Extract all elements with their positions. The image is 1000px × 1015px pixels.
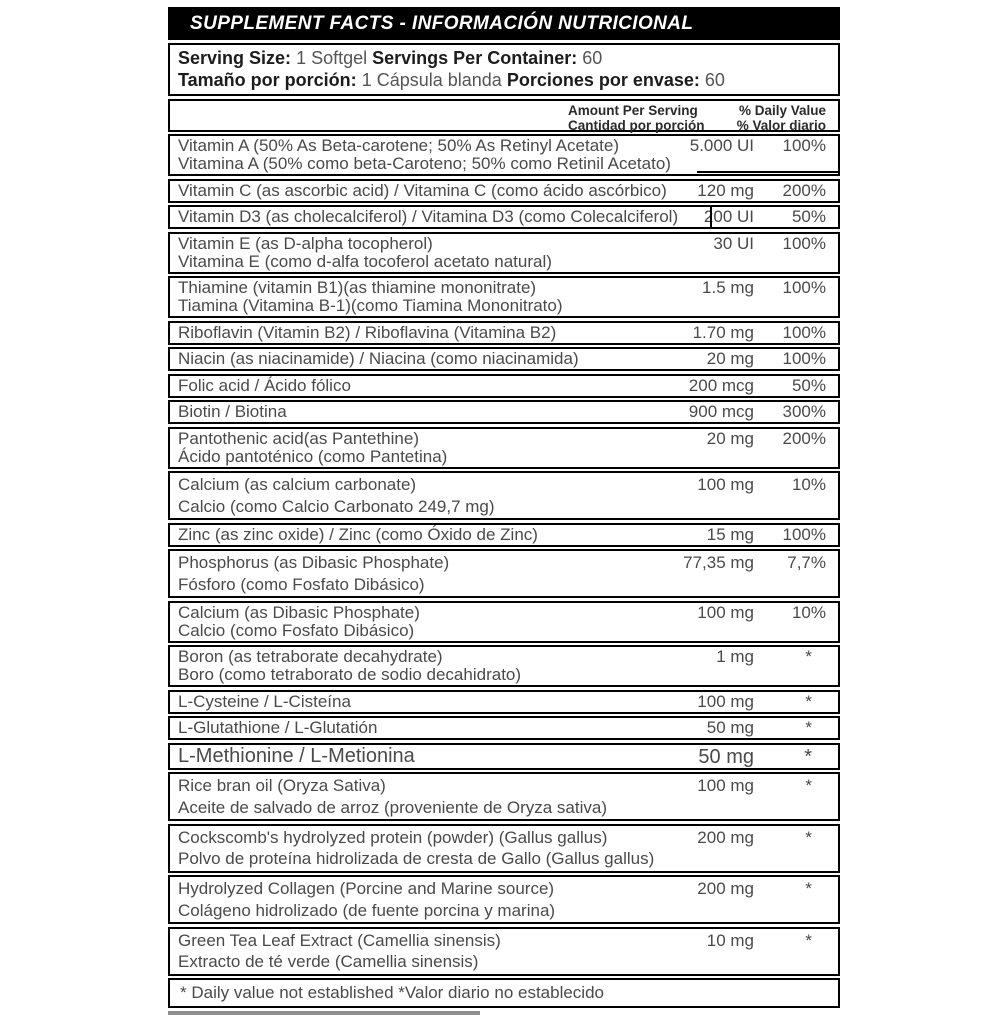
amount-header-es: Cantidad por porción bbox=[568, 117, 705, 133]
ingredient-amount: 50 mg bbox=[706, 718, 754, 737]
serving-info bbox=[168, 43, 840, 96]
table-row bbox=[168, 347, 840, 371]
serving-size-label-es: Tamaño por porción: bbox=[178, 70, 357, 90]
ingredient-amount: 200 mg bbox=[697, 879, 754, 898]
ingredient-name-en: Hydrolyzed Collagen (Porcine and Marine source) bbox=[178, 879, 555, 898]
ingredient-name-en: Phosphorus (as Dibasic Phosphate) bbox=[178, 553, 450, 572]
ingredient-daily-value: 100% bbox=[782, 233, 826, 253]
ingredient-name-en: Green Tea Leaf Extract (Camellia sinensis) bbox=[178, 930, 501, 950]
ingredient-name-es: Calcio (como Fosfato Dibásico) bbox=[178, 620, 415, 640]
ingredient-amount: 100 mg bbox=[697, 475, 754, 494]
ingredient-name-en: Vitamin C (as ascorbic acid) / Vitamina C (como ácido ascórbico) bbox=[178, 180, 667, 200]
amount-header-en: Amount Per Serving bbox=[568, 102, 698, 118]
ingredient-daily-value: 50% bbox=[791, 375, 826, 395]
ingredient-amount: 10 mg bbox=[706, 930, 754, 950]
ingredient-amount: 100 mg bbox=[697, 776, 754, 795]
ingredient-daily-value: 50% bbox=[791, 207, 826, 226]
ingredient-name-es: Calcio (como Calcio Carbonato 249,7 mg) bbox=[178, 496, 495, 516]
ingredient-daily-value: 100% bbox=[782, 349, 826, 368]
ingredient-amount: 100 mg bbox=[697, 691, 754, 711]
table-row bbox=[168, 927, 840, 976]
ingredient-daily-value: 200% bbox=[782, 180, 826, 200]
ingredient-name-en: Vitamin D3 (as cholecalciferol) / Vitamina D3 (como Colecalciferol) bbox=[178, 207, 679, 226]
serving-line-es bbox=[178, 69, 830, 91]
ingredient-amount: 50 mg bbox=[698, 745, 754, 768]
table-row bbox=[168, 134, 840, 176]
ingredient-rows bbox=[168, 134, 840, 976]
table-row bbox=[168, 716, 840, 740]
table-row bbox=[168, 601, 840, 643]
ingredient-name-en: L-Glutathione / L-Glutatión bbox=[178, 718, 378, 737]
serving-size-value-en: 1 Softgel bbox=[296, 48, 368, 68]
ingredient-name-en: Vitamin E (as D-alpha tocopherol) bbox=[178, 233, 433, 253]
table-row bbox=[168, 523, 840, 547]
ingredient-name-en: Zinc (as zinc oxide) / Zinc (como Óxido de Zinc) bbox=[178, 524, 538, 544]
cell-divider-line bbox=[697, 171, 839, 173]
ingredient-name-en: Boron (as tetraborate decahydrate) bbox=[178, 647, 443, 666]
ingredient-daily-value: 300% bbox=[782, 402, 826, 421]
ingredient-amount: 20 mg bbox=[706, 428, 754, 448]
ingredient-name-en: Niacin (as niacinamide) / Niacina (como niacinamida) bbox=[178, 349, 579, 368]
table-row bbox=[168, 374, 840, 398]
ingredient-name-es: Tiamina (Vitamina B-1)(como Tiamina Mononitrato) bbox=[178, 296, 563, 315]
amount-column-header bbox=[568, 103, 705, 133]
table-row bbox=[168, 321, 840, 345]
servings-per-container-label-en: Servings Per Container: bbox=[372, 48, 578, 68]
ingredient-daily-value: * bbox=[805, 776, 812, 795]
ingredient-amount: 200 UI bbox=[703, 207, 754, 226]
table-row bbox=[168, 645, 840, 687]
ingredient-daily-value: 100% bbox=[782, 136, 826, 155]
ingredient-daily-value: * bbox=[805, 691, 812, 711]
ingredient-amount: 1 mg bbox=[716, 647, 754, 666]
ingredient-name-en: Vitamin A (50% As Beta-carotene; 50% As Retinyl Acetate) bbox=[178, 136, 619, 155]
table-row bbox=[168, 179, 840, 203]
table-row bbox=[168, 205, 840, 229]
table-row bbox=[168, 427, 840, 469]
scan-artifact-bar bbox=[168, 1011, 480, 1015]
ingredient-amount: 900 mcg bbox=[688, 402, 754, 421]
table-row bbox=[168, 690, 840, 714]
ingredient-name-en: Folic acid / Ácido fólico bbox=[178, 375, 351, 395]
cell-divider-line bbox=[710, 207, 712, 227]
ingredient-name-en: Calcium (as Dibasic Phosphate) bbox=[178, 602, 420, 622]
daily-value-header-en: % Daily Value bbox=[738, 102, 826, 118]
ingredient-daily-value: * bbox=[805, 718, 812, 737]
ingredient-amount: 1.5 mg bbox=[702, 278, 754, 297]
ingredient-amount: 77,35 mg bbox=[683, 553, 754, 572]
ingredient-amount: 5.000 UI bbox=[689, 136, 754, 155]
servings-per-container-value-es: 60 bbox=[704, 70, 725, 90]
table-row bbox=[168, 471, 840, 520]
ingredient-name-es: Boro (como tetraborato de sodio decahidrato) bbox=[178, 665, 522, 684]
ingredient-name-es: Colágeno hidrolizado (de fuente porcina y marina) bbox=[178, 900, 556, 920]
table-row bbox=[168, 824, 840, 873]
ingredient-name-es: Aceite de salvado de arroz (proveniente de Oryza sativa) bbox=[178, 797, 608, 817]
servings-per-container-label-es: Porciones por envase: bbox=[506, 70, 700, 90]
ingredient-name-en: Thiamine (vitamin B1)(as thiamine mononitrate) bbox=[178, 278, 537, 297]
ingredient-daily-value: 10% bbox=[791, 475, 826, 494]
ingredient-name-en: Cockscomb's hydrolyzed protein (powder) (Gallus gallus) bbox=[178, 827, 608, 847]
ingredient-amount: 200 mg bbox=[697, 827, 754, 847]
ingredient-name-es: Ácido pantoténico (como Pantetina) bbox=[178, 446, 448, 466]
ingredient-daily-value: * bbox=[805, 930, 812, 950]
ingredient-name-en: Pantothenic acid(as Pantethine) bbox=[178, 428, 419, 448]
ingredient-amount: 200 mcg bbox=[688, 375, 754, 395]
ingredient-daily-value: * bbox=[805, 827, 812, 847]
serving-size-label-en: Serving Size: bbox=[178, 48, 292, 68]
ingredient-name-es: Vitamina A (50% como beta-Caroteno; 50% como Retinil Acetato) bbox=[178, 154, 671, 173]
ingredient-name-en: Calcium (as calcium carbonate) bbox=[178, 475, 417, 494]
table-row bbox=[168, 743, 840, 770]
ingredient-daily-value: * bbox=[805, 879, 812, 898]
ingredient-name-en: L-Cysteine / L-Cisteína bbox=[178, 691, 351, 711]
servings-per-container-value-en: 60 bbox=[582, 48, 603, 68]
ingredient-daily-value: 7,7% bbox=[787, 553, 826, 572]
ingredient-daily-value: * bbox=[805, 647, 812, 666]
ingredient-name-es: Fósforo (como Fosfato Dibásico) bbox=[178, 574, 425, 594]
table-row bbox=[168, 400, 840, 424]
ingredient-amount: 30 UI bbox=[713, 233, 754, 253]
ingredient-daily-value: * bbox=[804, 745, 812, 768]
serving-line-en bbox=[178, 47, 830, 69]
serving-size-value-es: 1 Cápsula blanda bbox=[361, 70, 502, 90]
column-headers bbox=[168, 99, 840, 132]
ingredient-daily-value: 100% bbox=[782, 524, 826, 544]
ingredient-name-en: Biotin / Biotina bbox=[178, 402, 287, 421]
ingredient-amount: 1.70 mg bbox=[692, 322, 754, 342]
daily-value-header-es: % Valor diario bbox=[736, 117, 826, 133]
supplement-facts-label bbox=[168, 7, 840, 1011]
ingredient-name-es: Extracto de té verde (Camellia sinensis) bbox=[178, 952, 479, 971]
table-row bbox=[168, 549, 840, 598]
footnote: * Daily value not established *Valor diario no establecido bbox=[168, 978, 840, 1008]
table-row bbox=[168, 875, 840, 924]
table-row bbox=[168, 772, 840, 821]
ingredient-name-en: Rice bran oil (Oryza Sativa) bbox=[178, 776, 386, 795]
label-title: SUPPLEMENT FACTS - INFORMACIÓN NUTRICIONAL bbox=[168, 7, 840, 40]
ingredient-daily-value: 100% bbox=[782, 278, 826, 297]
ingredient-name-en: Riboflavin (Vitamin B2) / Riboflavina (Vitamina B2) bbox=[178, 322, 557, 342]
ingredient-amount: 100 mg bbox=[697, 602, 754, 622]
ingredient-amount: 20 mg bbox=[706, 349, 754, 368]
daily-value-column-header bbox=[737, 103, 826, 133]
ingredient-name-es: Polvo de proteína hidrolizada de cresta de Gallo (Gallus gallus) bbox=[178, 849, 655, 868]
ingredient-daily-value: 200% bbox=[782, 428, 826, 448]
table-row bbox=[168, 232, 840, 274]
ingredient-amount: 120 mg bbox=[697, 180, 754, 200]
ingredient-amount: 15 mg bbox=[706, 524, 754, 544]
ingredient-daily-value: 100% bbox=[782, 322, 826, 342]
ingredient-name-en: L-Methionine / L-Metionina bbox=[178, 744, 415, 767]
ingredient-daily-value: 10% bbox=[791, 602, 826, 622]
table-row bbox=[168, 276, 840, 318]
ingredient-name-es: Vitamina E (como d-alfa tocoferol acetato natural) bbox=[178, 251, 552, 271]
